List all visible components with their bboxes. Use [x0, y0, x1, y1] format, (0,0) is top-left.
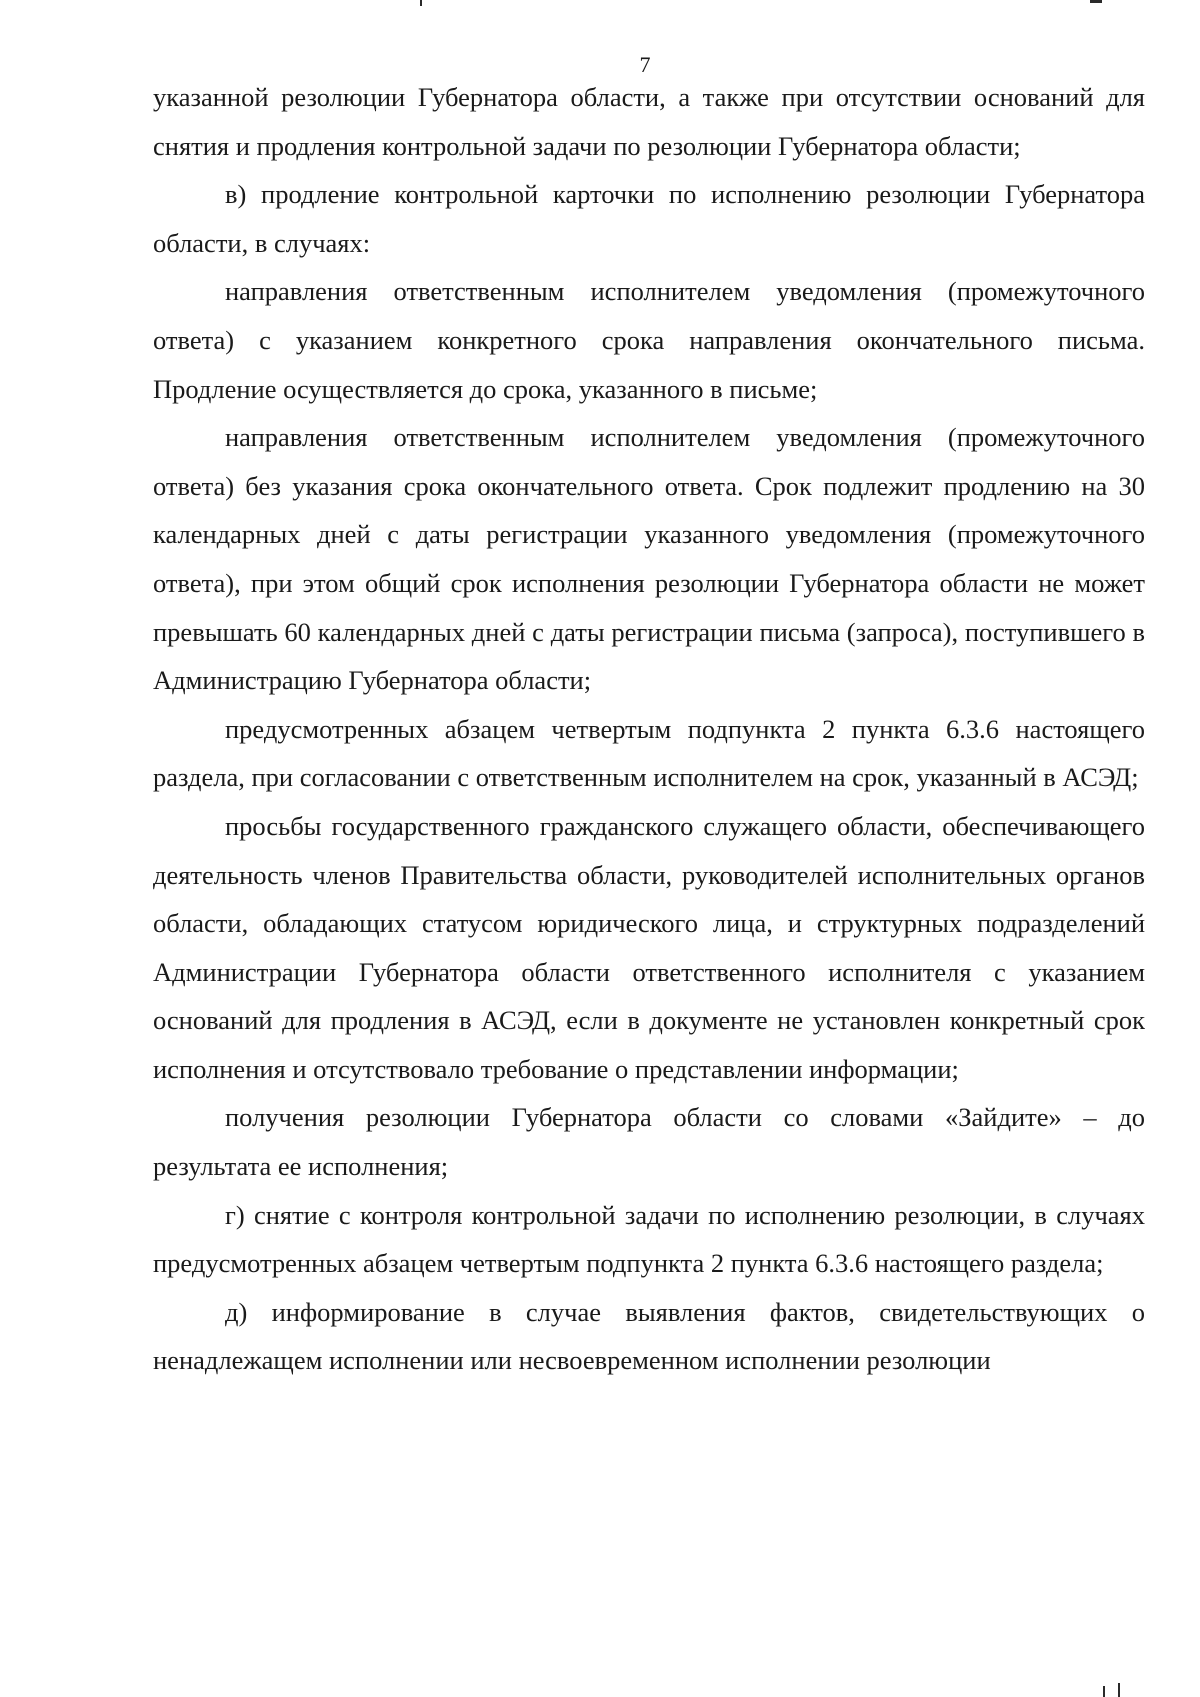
paragraph: в) продление контрольной карточки по исполнению резолюции Губернатора области, в случаях:: [153, 179, 1145, 258]
paragraph: предусмотренных абзацем четвертым подпункта 2 пункта 6.3.6 настоящего раздела, при согласовании с ответственным исполнителем на срок, указанный в АСЭД;: [153, 713, 1145, 793]
paragraph: просьбы государственного гражданского служащего области, обеспечивающего деятельность членов Правительства области, руководителей исполнительных органов области, обладающих статусом юридического лица, и структурных подразделений Администрации Губернатора области ответственного исполнителя с указанием оснований для продления в АСЭД, если в документе не установлен конкретный срок исполнения и отсутствовало требование о представлении информации;: [153, 810, 1145, 1084]
scan-artifact: [1118, 1683, 1120, 1697]
page-number: 7: [639, 52, 651, 77]
document-body: [153, 73, 1145, 1385]
paragraph: направления ответственным исполнителем уведомления (промежуточного ответа) с указанием конкретного срока направления окончательного письма. Продление осуществляется до срока, указанного в письме;: [153, 276, 1145, 404]
scan-artifact: [420, 0, 422, 6]
paragraph: д) информирование в случае выявления фактов, свидетельствующих о ненадлежащем исполнении или несвоевременном исполнении резолюции: [153, 1296, 1145, 1376]
paragraph: получения резолюции Губернатора области со словами «Зайдите» – до результата ее исполнения;: [153, 1102, 1145, 1182]
paragraph: г) снятие с контроля контрольной задачи по исполнению резолюции, в случаях предусмотренных абзацем четвертым подпункта 2 пункта 6.3.6 настоящего раздела;: [153, 1199, 1145, 1279]
scan-artifact: [1103, 1686, 1105, 1697]
paragraph: направления ответственным исполнителем уведомления (промежуточного ответа) без указания срока окончательного ответа. Срок подлежит продлению на 30 календарных дней с даты регистрации указанного уведомления (промежуточного ответа), при этом общий срок исполнения резолюции Губернатора области не может превышать 60 календарных дней с даты регистрации письма (запроса), поступившего в Администрацию Губернатора области;: [153, 422, 1145, 696]
scan-artifact: [1090, 0, 1102, 3]
paragraph: указанной резолюции Губернатора области, а также при отсутствии оснований для снятия и продления контрольной задачи по резолюции Губернатора области;: [153, 82, 1145, 161]
